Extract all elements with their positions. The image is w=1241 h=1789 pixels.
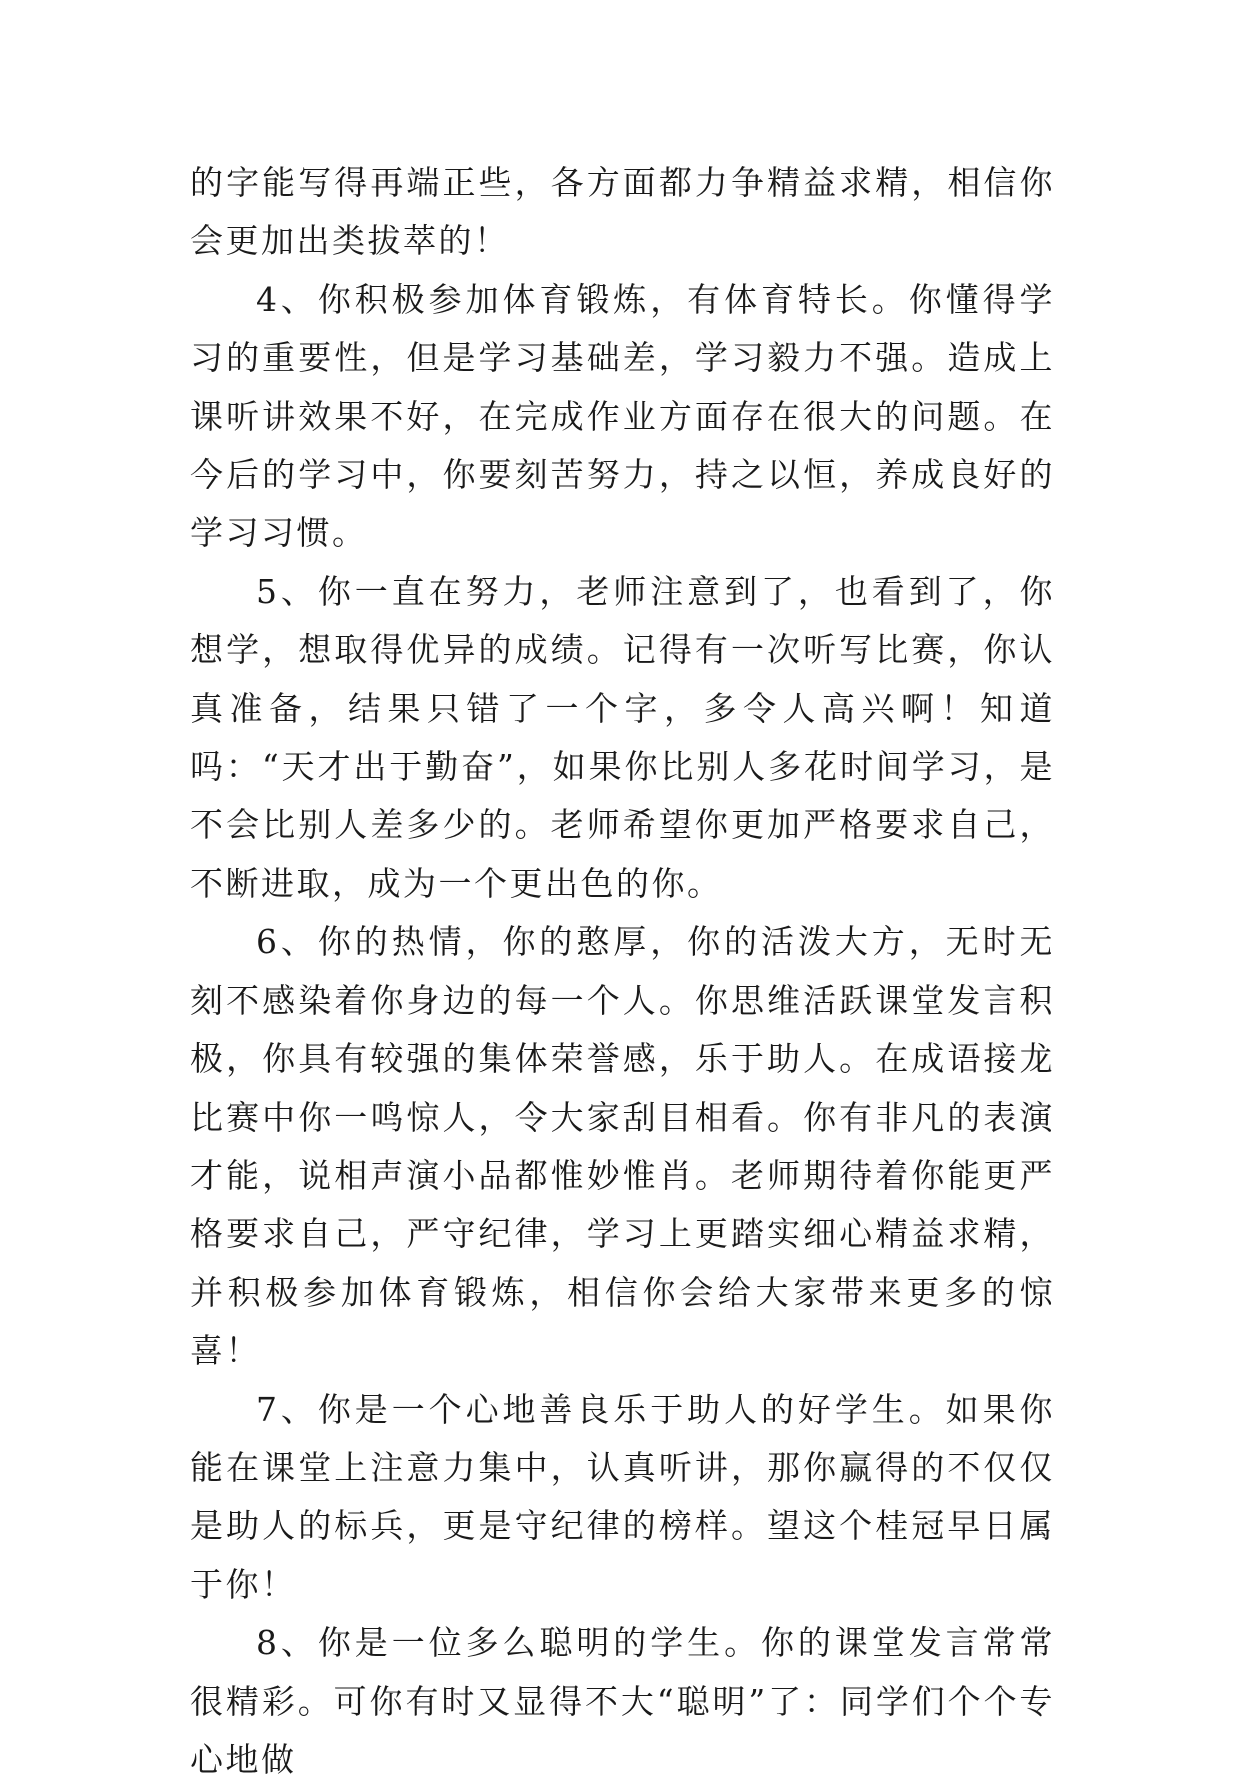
paragraph-comment-8: 8、你是一位多么聪明的学生。你的课堂发言常常很精彩。可你有时又显得不大“聪明”了：同学们个个专心地做 <box>190 1623 1055 1779</box>
document-body <box>190 154 1055 1789</box>
paragraph-continuation: 的字能写得再端正些，各方面都力争精益求精，相信你会更加出类拔萃的！ <box>190 163 1055 261</box>
paragraph-comment-4: 4、你积极参加体育锻炼，有体育特长。你懂得学习的重要性，但是学习基础差，学习毅力不强。造成上课听讲效果不好，在完成作业方面存在很大的问题。在今后的学习中，你要刻苦努力，持之以恒，养成良好的学习习惯。 <box>190 279 1055 553</box>
paragraph-comment-7: 7、你是一个心地善良乐于助人的好学生。如果你能在课堂上注意力集中，认真听讲，那你赢得的不仅仅是助人的标兵，更是守纪律的榜样。望这个桂冠早日属于你！ <box>190 1389 1055 1604</box>
paragraph-comment-6: 6、你的热情，你的憨厚，你的活泼大方，无时无刻不感染着你身边的每一个人。你思维活跃课堂发言积极，你具有较强的集体荣誉感，乐于助人。在成语接龙比赛中你一鸣惊人，令大家刮目相看。你有非凡的表演才能，说相声演小品都惟妙惟肖。老师期待着你能更严格要求自己，严守纪律，学习上更踏实细心精益求精，并积极参加体育锻炼，相信你会给大家带来更多的惊喜！ <box>190 922 1055 1371</box>
paragraph-comment-5: 5、你一直在努力，老师注意到了，也看到了，你想学，想取得优异的成绩。记得有一次听写比赛，你认真准备，结果只错了一个字，多令人高兴啊！知道吗：“天才出于勤奋”，如果你比别人多花时间学习，是不会比别人差多少的。老师希望你更加严格要求自己，不断进取，成为一个更出色的你。 <box>190 571 1055 903</box>
